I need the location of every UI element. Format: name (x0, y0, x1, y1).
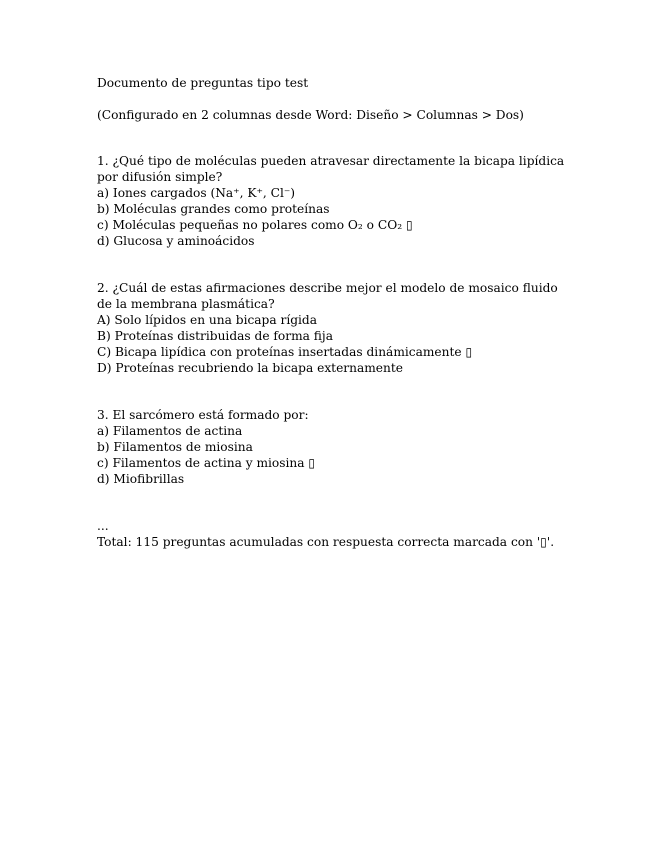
total-summary: Total: 115 preguntas acumuladas con respuesta correcta marcada con '▯'. (97, 535, 555, 549)
question-text: 1. ¿Qué tipo de moléculas pueden atravesar directamente la bicapa lipídica por difusión simple? (97, 154, 565, 184)
option-d: D) Proteínas recubriendo la bicapa externamente (97, 361, 403, 375)
option-c: c) Moléculas pequeñas no polares como O₂ o CO₂ ▯ (97, 218, 413, 232)
columns-note: (Configurado en 2 columnas desde Word: Diseño > Columnas > Dos) (97, 108, 524, 122)
option-c: c) Filamentos de actina y miosina ▯ (97, 456, 316, 470)
option-b: b) Moléculas grandes como proteínas (97, 202, 330, 216)
question-text: 3. El sarcómero está formado por: (97, 408, 309, 422)
option-c: C) Bicapa lipídica con proteínas insertadas dinámicamente ▯ (97, 345, 473, 359)
question-2 (97, 280, 567, 376)
option-a: a) Iones cargados (Na⁺, K⁺, Cl⁻) (97, 186, 296, 200)
document-title: Documento de preguntas tipo test (97, 76, 309, 90)
option-d: d) Glucosa y aminoácidos (97, 234, 255, 248)
question-text: 2. ¿Cuál de estas afirmaciones describe mejor el modelo de mosaico fluido de la membrana plasmática? (97, 281, 558, 311)
question-3 (97, 407, 567, 487)
option-b: b) Filamentos de miosina (97, 440, 253, 454)
option-a: A) Solo lípidos en una bicapa rígida (97, 313, 317, 327)
option-b: B) Proteínas distribuidas de forma fija (97, 329, 333, 343)
document-page (97, 75, 567, 550)
option-d: d) Miofibrillas (97, 472, 185, 486)
ellipsis: ... (97, 519, 109, 533)
question-1 (97, 153, 567, 249)
option-a: a) Filamentos de actina (97, 424, 243, 438)
